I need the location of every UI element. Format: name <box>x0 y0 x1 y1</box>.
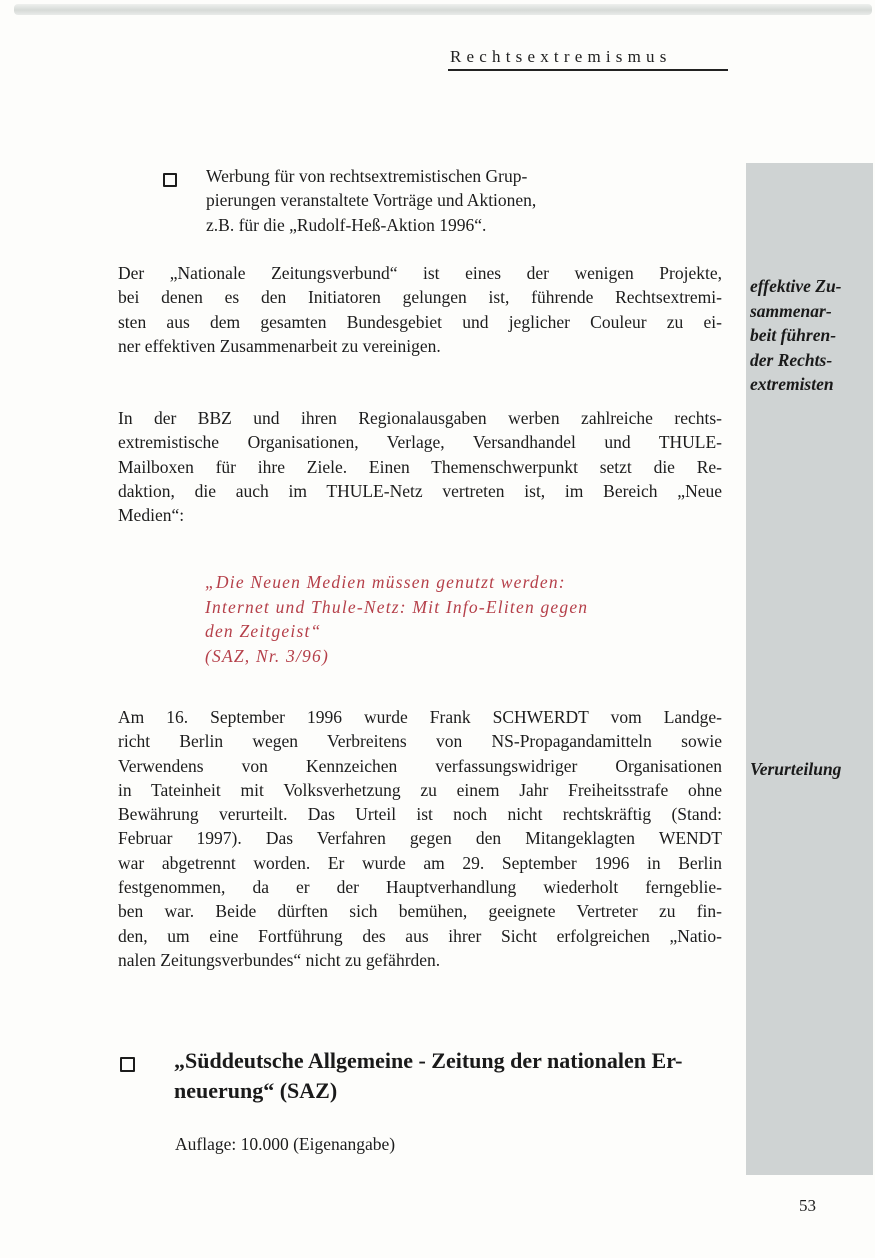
bullet-line: Werbung für von rechtsextremistischen Grup- <box>206 166 528 186</box>
section-heading-saz <box>174 1046 724 1106</box>
quote-source: (SAZ, Nr. 3/96) <box>205 645 329 666</box>
paragraph-line: nalen Zeitungsverbundes“ nicht zu gefährden. <box>118 949 441 970</box>
running-title: Rechtsextremismus <box>450 47 672 66</box>
paragraph-line: richt Berlin wegen Verbreitens von NS-Propagandamitteln sowie <box>118 731 722 752</box>
margin-note-line: der Rechts- <box>750 349 833 370</box>
paragraph-line: extremistische Organisationen, Verlage, Versandhandel und THULE- <box>118 432 722 453</box>
running-title-rule <box>448 69 728 71</box>
quote-line: den Zeitgeist“ <box>205 621 322 641</box>
scan-top-edge <box>14 4 872 15</box>
bullet-checkbox-icon <box>120 1057 135 1072</box>
paragraph-line: Februar 1997). Das Verfahren gegen den Mitangeklagten WENDT <box>118 828 722 849</box>
paragraph-line: Am 16. September 1996 wurde Frank SCHWERDT vom Landge- <box>118 707 722 727</box>
paragraph-line: Bewährung verurteilt. Das Urteil ist noch nicht rechtskräftig (Stand: <box>118 804 722 825</box>
paragraph-line: Medien“: <box>118 505 185 526</box>
page-number: 53 <box>799 1196 816 1215</box>
paragraph-line: war abgetrennt worden. Er wurde am 29. September 1996 in Berlin <box>118 852 722 873</box>
paragraph-line: ner effektiven Zusammenarbeit zu vereinigen. <box>118 335 441 356</box>
quote-line: „Die Neuen Medien müssen genutzt werden: <box>205 572 566 592</box>
heading-line: „Süddeutsche Allgemeine - Zeitung der nationalen Er- <box>174 1048 683 1073</box>
paragraph-line: Mailboxen für ihre Ziele. Einen Themenschwerpunkt setzt die Re- <box>118 456 722 477</box>
paragraph-zeitungsverbund <box>118 261 722 358</box>
margin-note-line: sammenar- <box>750 300 832 321</box>
paragraph-line: festgenommen, da er der Hauptverhandlung wiederholt ferngeblie- <box>118 877 722 898</box>
paragraph-line: bei denen es den Initiatoren gelungen ist, führende Rechtsextremi- <box>118 287 722 308</box>
paragraph-line: sten aus dem gesamten Bundesgebiet und jeglicher Couleur zu ei- <box>118 311 722 332</box>
heading-line: neuerung“ (SAZ) <box>174 1078 338 1103</box>
margin-note-line: Verurteilung <box>750 759 842 779</box>
paragraph-bbz <box>118 406 722 527</box>
paragraph-line: In der BBZ und ihren Regionalausgaben werben zahlreiche rechts- <box>118 408 722 428</box>
paragraph-verurteilung <box>118 705 722 972</box>
bullet-item-advertising <box>206 164 636 237</box>
circulation-info: Auflage: 10.000 (Eigenangabe) <box>175 1134 396 1154</box>
bullet-checkbox-icon <box>163 173 177 187</box>
block-quote <box>205 570 665 668</box>
bullet-line: z.B. für die „Rudolf-Heß-Aktion 1996“. <box>206 214 487 235</box>
margin-note-line: beit führen- <box>750 325 837 345</box>
paragraph-line: in Tateinheit mit Volksverhetzung zu einem Jahr Freiheitsstrafe ohne <box>118 779 722 800</box>
paragraph-line: daktion, die auch im THULE-Netz vertreten ist, im Bereich „Neue <box>118 480 722 501</box>
margin-note-cooperation <box>750 274 874 397</box>
paragraph-line: Verwendens von Kennzeichen verfassungswidriger Organisationen <box>118 755 722 776</box>
margin-note-conviction <box>750 757 874 782</box>
paragraph-line: Der „Nationale Zeitungsverbund“ ist eines der wenigen Projekte, <box>118 263 722 283</box>
quote-line: Internet und Thule-Netz: Mit Info-Eliten gegen <box>205 596 589 617</box>
paragraph-line: ben war. Beide dürften sich bemühen, geeignete Vertreter zu fin- <box>118 901 722 922</box>
margin-note-line: extremisten <box>750 374 834 394</box>
paragraph-line: den, um eine Fortführung des aus ihrer Sicht erfolgreichen „Natio- <box>118 925 722 946</box>
margin-note-line: effektive Zu- <box>750 276 842 296</box>
bullet-line: pierungen veranstaltete Vorträge und Aktionen, <box>206 190 537 211</box>
